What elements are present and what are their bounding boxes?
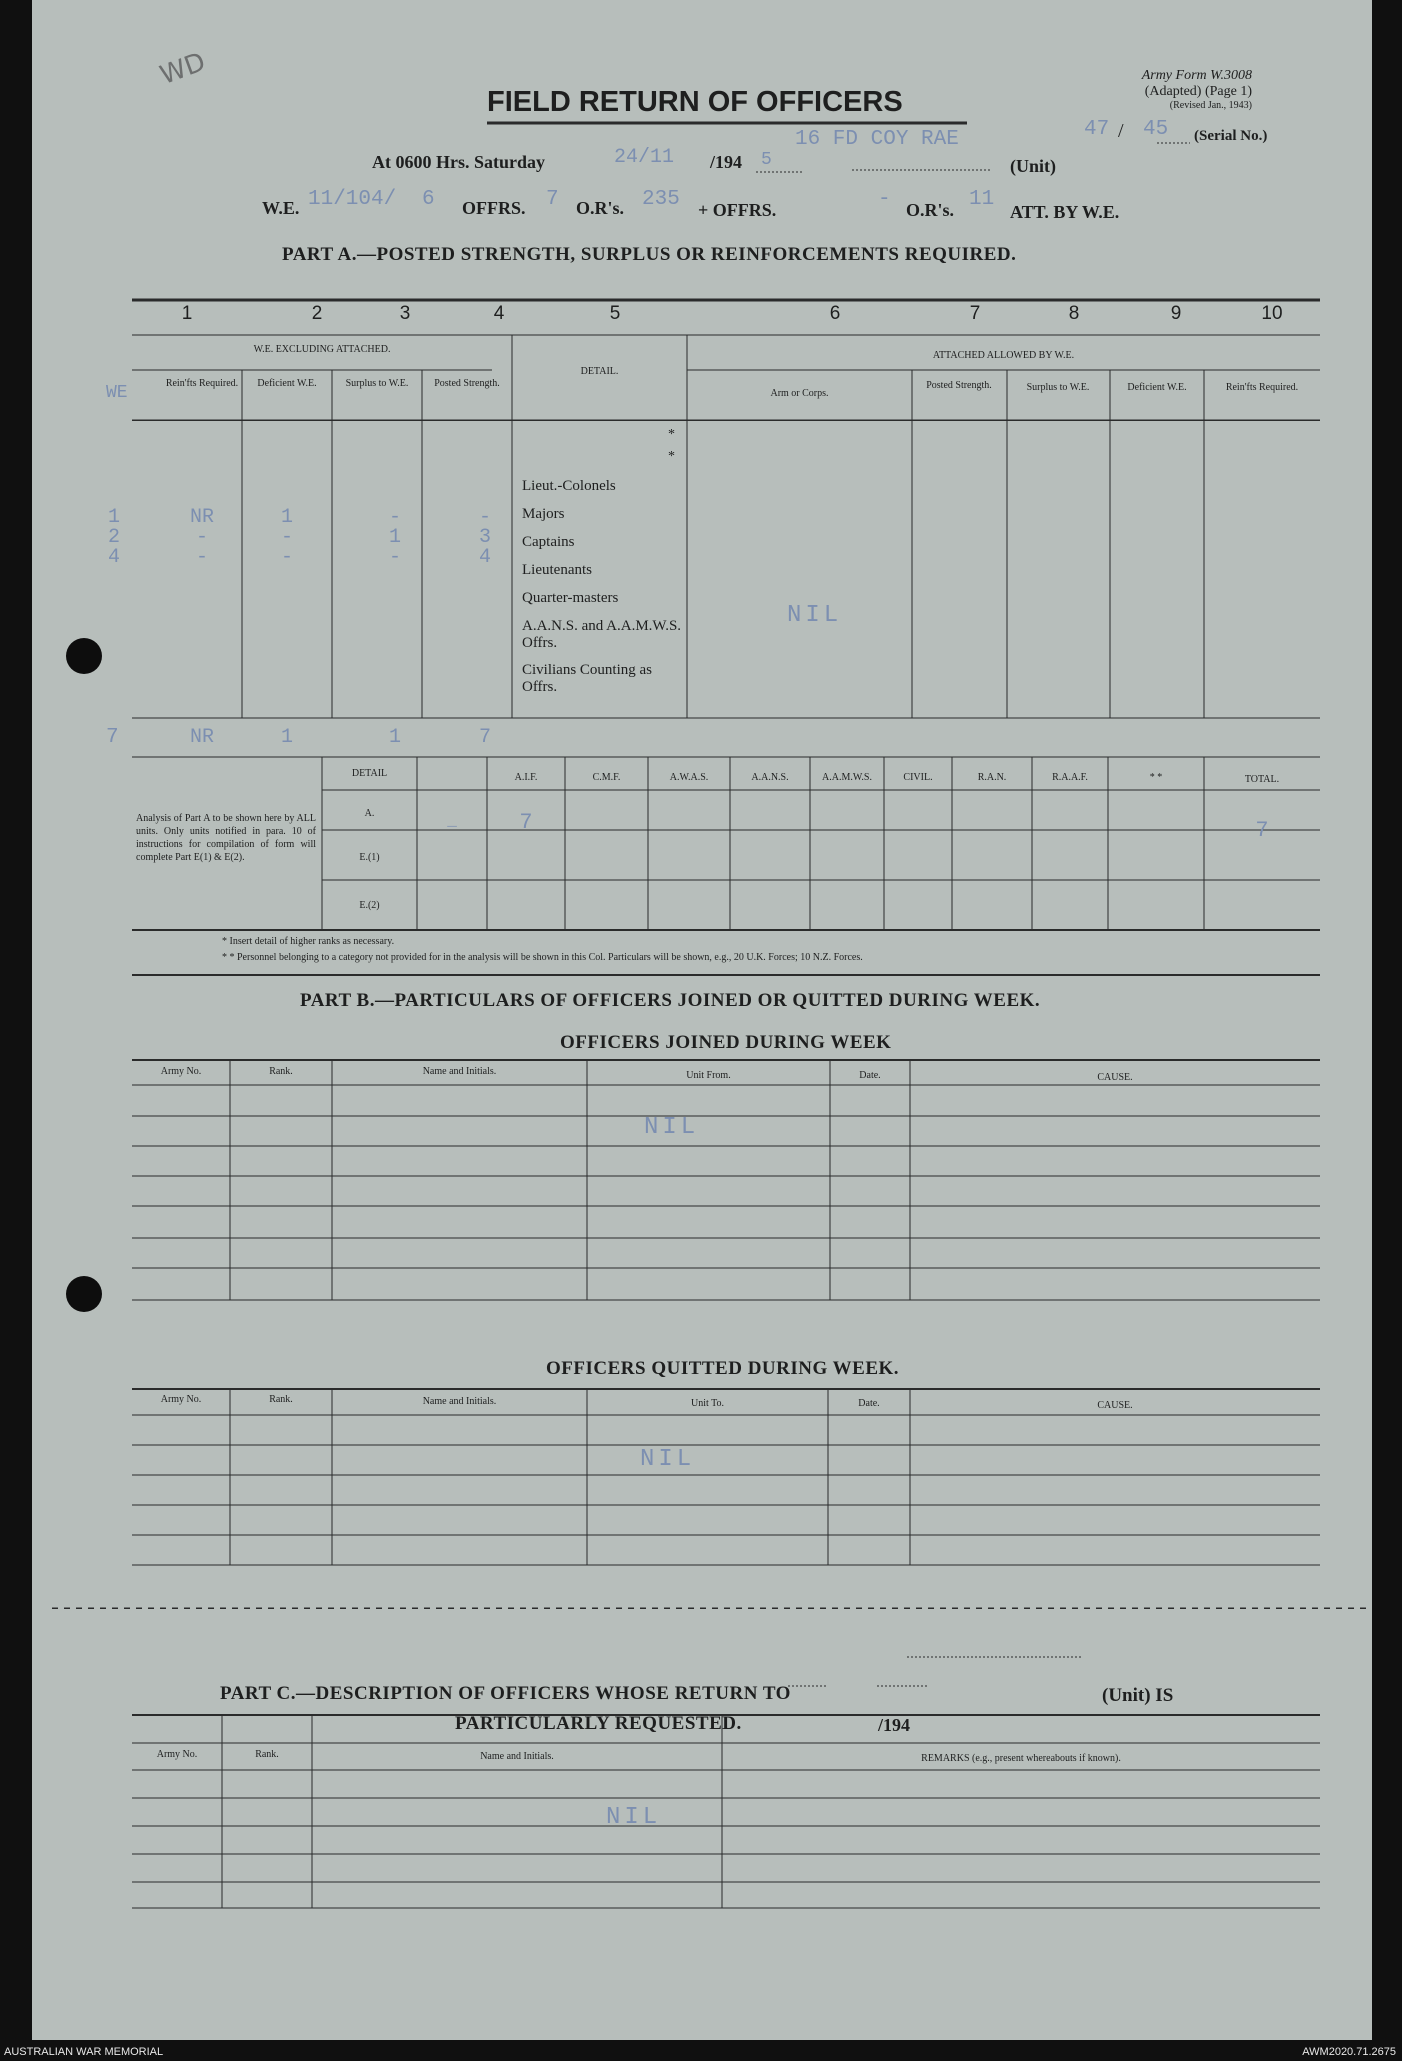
ors-value: 235 xyxy=(642,188,680,211)
col-number: 7 xyxy=(969,303,981,324)
deficient-values xyxy=(244,508,330,568)
analysis-header-awas: A.W.A.S. xyxy=(669,772,709,783)
year-prefix: /194 xyxy=(710,152,743,172)
cell-value: - xyxy=(478,506,491,529)
col-header-posted: Posted Strength. xyxy=(434,378,500,389)
cell-value: - xyxy=(280,546,293,569)
col-number: 1 xyxy=(181,303,193,324)
ors2-label: O.R's. xyxy=(906,200,955,220)
cell-value: 4 xyxy=(478,546,491,569)
analysis-header-aans: A.A.N.S. xyxy=(751,772,789,783)
form-sheet xyxy=(32,0,1372,2040)
asterisk: * xyxy=(668,427,675,442)
cell-value: - xyxy=(195,546,208,569)
joined-title: OFFICERS JOINED DURING WEEK xyxy=(560,1032,892,1053)
joined-header-cause: CAUSE. xyxy=(1097,1072,1133,1083)
analysis-header-cmf: C.M.F. xyxy=(592,772,621,783)
part-c-header-rank: Rank. xyxy=(255,1749,279,1760)
unit-label: (Unit) xyxy=(1010,156,1056,176)
part-c-header-army-no: Army No. xyxy=(156,1749,198,1760)
quitted-header-date: Date. xyxy=(858,1398,880,1409)
attached-nil: NIL xyxy=(787,602,843,629)
detail-list xyxy=(522,478,687,696)
plus-offrs-value: - xyxy=(878,188,891,211)
col-number: 3 xyxy=(399,303,411,324)
col-header-att-surplus: Surplus to W.E. xyxy=(1026,382,1090,393)
analysis-row-e1: E.(1) xyxy=(359,852,380,863)
col-header-att-deficient: Deficient W.E. xyxy=(1127,382,1187,393)
detail-aans-aamws: A.A.N.S. and A.A.M.W.S. Offrs. xyxy=(522,618,682,651)
analysis-header-raaf: R.A.A.F. xyxy=(1052,772,1088,783)
detail-majors: Majors xyxy=(522,506,565,522)
joined-header-army-no: Army No. xyxy=(160,1066,202,1077)
footnote-1: * Insert detail of higher ranks as necessary. xyxy=(222,936,395,947)
detail-header: DETAIL. xyxy=(580,366,619,377)
col-number: 2 xyxy=(311,303,323,324)
footer-credit: AUSTRALIAN WAR MEMORIAL xyxy=(4,2046,164,2058)
detail-lieutenants: Lieutenants xyxy=(522,562,592,578)
total-posted: 7 xyxy=(478,726,491,749)
group-header-left: W.E. EXCLUDING ATTACHED. xyxy=(253,344,391,355)
quitted-header-army-no: Army No. xyxy=(160,1394,202,1405)
analysis-header-ran: R.A.N. xyxy=(977,772,1007,783)
total-surplus: 1 xyxy=(388,726,401,749)
punch-hole xyxy=(66,638,102,674)
margin-values xyxy=(108,508,120,568)
footnote-2: * * Personnel belonging to a category not provided for in the analysis will be shown in this Col. Particulars will be shown, e.g., 20 U.K. Forces; 10 N.Z. Forces. xyxy=(222,952,863,963)
total-margin: 7 xyxy=(106,726,119,749)
col-number: 4 xyxy=(493,303,505,324)
ors-label: O.R's. xyxy=(576,198,625,218)
joined-nil: NIL xyxy=(644,1114,700,1141)
detail-lieut-colonels: Lieut.-Colonels xyxy=(522,478,616,494)
unit-value: 16 FD COY RAE xyxy=(795,128,959,151)
cell-value: - xyxy=(388,546,401,569)
analysis-note: Analysis of Part A to be shown here by ALL units. Only units notified in para. 10 of instructions for compilation of form will complete Part E(1) & E(2). xyxy=(136,813,316,863)
form-number: Army Form W.3008 xyxy=(1141,68,1252,83)
serial-slash: / xyxy=(1118,120,1124,142)
analysis-a-aif: 7 xyxy=(519,810,533,835)
cell-value: 1 xyxy=(388,526,401,549)
part-c-date-field: /194 xyxy=(878,1715,911,1735)
year-digit: 5 xyxy=(761,150,772,170)
analysis-header-total: TOTAL. xyxy=(1244,774,1280,785)
col-header-arm-corps: Arm or Corps. xyxy=(770,388,829,399)
posted-values xyxy=(442,508,528,568)
page-title: FIELD RETURN OF OFFICERS xyxy=(487,86,903,118)
cell-value: - xyxy=(280,526,293,549)
cell-value: - xyxy=(195,526,208,549)
margin-we: WE xyxy=(106,383,128,403)
analysis-header-aif: A.I.F. xyxy=(514,772,538,783)
part-c-requested: PARTICULARLY REQUESTED. xyxy=(455,1713,742,1734)
analysis-row-e2: E.(2) xyxy=(359,900,380,911)
col-number: 9 xyxy=(1170,303,1182,324)
analysis-header-other: * * xyxy=(1149,772,1163,783)
analysis-header-detail: DETAIL xyxy=(351,768,388,779)
punch-hole xyxy=(66,1276,102,1312)
joined-header-date: Date. xyxy=(859,1070,881,1081)
serial-value-1: 47 xyxy=(1084,118,1110,141)
revised-label: (Revised Jan., 1943) xyxy=(1169,100,1252,111)
cell-value: 1 xyxy=(280,506,293,529)
col-header-deficient: Deficient W.E. xyxy=(257,378,317,389)
col-header-surplus: Surplus to W.E. xyxy=(345,378,409,389)
we-value-2: 6 xyxy=(422,188,435,211)
adapted-label: (Adapted) (Page 1) xyxy=(1144,84,1252,99)
quitted-header-rank: Rank. xyxy=(269,1394,293,1405)
att-label: ATT. BY W.E. xyxy=(1010,202,1120,222)
part-c-title: PART C.—DESCRIPTION OF OFFICERS WHOSE RETURN TO xyxy=(220,1683,791,1704)
col-header-reinfts: Rein'fts Required. xyxy=(165,378,239,389)
part-b-title: PART B.—PARTICULARS OF OFFICERS JOINED OR QUITTED DURING WEEK. xyxy=(300,990,1041,1011)
analysis-header-civil: CIVIL. xyxy=(903,772,933,783)
asterisk: * xyxy=(668,449,675,464)
serial-label: (Serial No.) xyxy=(1194,128,1268,144)
col-number: 8 xyxy=(1068,303,1080,324)
col-number: 6 xyxy=(829,303,841,324)
total-deficient: 1 xyxy=(280,726,293,749)
reinfts-values xyxy=(162,508,242,568)
margin-value: 4 xyxy=(108,546,121,569)
higher-rank-asterisks xyxy=(668,424,675,468)
col-header-att-posted: Posted Strength. xyxy=(926,380,992,391)
part-c-header-name: Name and Initials. xyxy=(480,1751,554,1762)
form-id xyxy=(1032,68,1252,111)
analysis-header-aamws: A.A.M.W.S. xyxy=(822,772,872,783)
margin-value: 2 xyxy=(108,526,121,549)
col-header-att-reinfts: Rein'fts Required. xyxy=(1225,382,1299,393)
cell-value: - xyxy=(388,506,401,529)
quitted-nil: NIL xyxy=(640,1446,696,1473)
offrs-label: OFFRS. xyxy=(462,198,526,218)
handwritten-mark: WD xyxy=(156,47,210,91)
analysis-a-total: 7 xyxy=(1255,818,1269,843)
quitted-header-unit-to: Unit To. xyxy=(690,1398,724,1409)
total-reinfts: NR xyxy=(189,726,214,749)
part-c-nil: NIL xyxy=(606,1804,662,1831)
joined-header-unit-from: Unit From. xyxy=(686,1070,731,1081)
we-label: W.E. xyxy=(262,198,300,218)
part-a-title: PART A.—POSTED STRENGTH, SURPLUS OR REINFORCEMENTS REQUIRED. xyxy=(282,244,1017,265)
analysis-row-a: A. xyxy=(364,808,375,819)
line1-prefix: At 0600 Hrs. Saturday xyxy=(372,152,546,172)
surplus-values xyxy=(352,508,438,568)
we-value: 11/104/ xyxy=(308,188,397,211)
ors2-value: 11 xyxy=(969,188,995,211)
footer-accession: AWM2020.71.2675 xyxy=(1302,2046,1396,2058)
quitted-title: OFFICERS QUITTED DURING WEEK. xyxy=(546,1358,900,1379)
serial-value-2: 45 xyxy=(1143,118,1169,141)
col-number: 5 xyxy=(609,303,621,324)
col-number: 10 xyxy=(1261,303,1283,324)
column-number-row xyxy=(132,303,1320,333)
plus-offrs-label: + OFFRS. xyxy=(698,200,777,220)
cell-value: 3 xyxy=(478,526,491,549)
quitted-header-cause: CAUSE. xyxy=(1097,1400,1133,1411)
detail-quarter-masters: Quarter-masters xyxy=(522,590,619,606)
cell-value: NR xyxy=(189,506,214,529)
return-date: 24/11 xyxy=(614,146,675,169)
detail-captains: Captains xyxy=(522,534,575,550)
part-c-unit-is: (Unit) IS xyxy=(1102,1685,1174,1706)
analysis-a-blank: _ xyxy=(447,812,457,830)
joined-header-rank: Rank. xyxy=(269,1066,293,1077)
part-c-header-remarks: REMARKS (e.g., present whereabouts if known). xyxy=(921,1753,1121,1764)
offrs-value: 7 xyxy=(546,188,559,211)
margin-value: 1 xyxy=(108,506,121,529)
quitted-header-name: Name and Initials. xyxy=(422,1396,497,1407)
group-header-right: ATTACHED ALLOWED BY W.E. xyxy=(932,350,1075,361)
joined-header-name: Name and Initials. xyxy=(422,1066,497,1077)
detail-civilians: Civilians Counting as Offrs. xyxy=(522,662,653,695)
